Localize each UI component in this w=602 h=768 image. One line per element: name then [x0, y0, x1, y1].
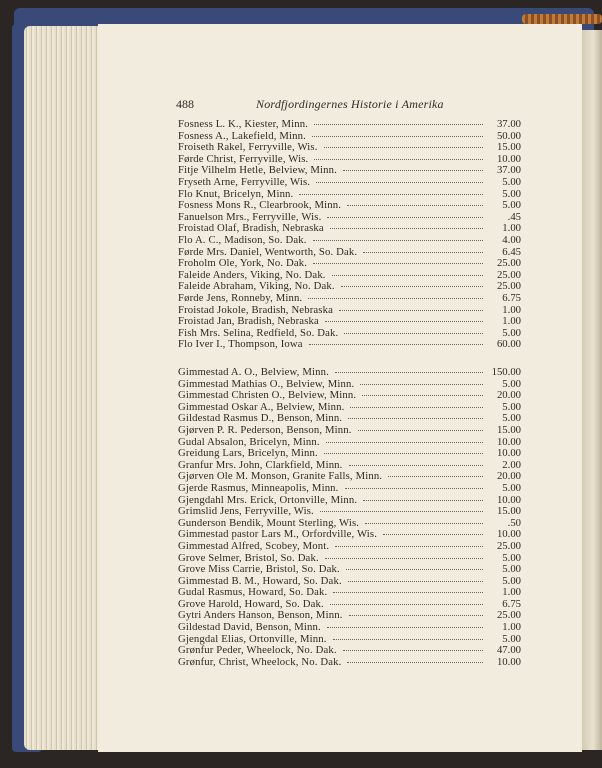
- contributor-name: Gimmestad Oskar A., Belview, Minn.: [178, 400, 345, 413]
- contribution-amount: 37.00: [496, 164, 521, 177]
- dot-leader: [314, 124, 483, 125]
- list-item: [178, 235, 521, 247]
- contributor-name: Førde Jens, Ronneby, Minn.: [178, 291, 303, 304]
- contributor-name: Fitje Vilhelm Hetle, Belview, Minn.: [178, 164, 337, 177]
- contributor-name: Flo Iver I., Thompson, Iowa: [178, 338, 303, 351]
- list-item: [178, 367, 521, 379]
- contributor-name: Gimmestad A. O., Belview, Minn.: [178, 366, 329, 378]
- contribution-amount: 1.00: [502, 303, 521, 316]
- list-item: [178, 506, 521, 518]
- dot-leader: [299, 194, 483, 195]
- dot-leader: [365, 523, 483, 524]
- dot-leader: [325, 321, 483, 322]
- contributor-name: Gjørven P. R. Pederson, Benson, Minn.: [178, 423, 352, 436]
- dot-leader: [326, 442, 483, 443]
- dot-leader: [316, 182, 483, 183]
- dot-leader: [341, 286, 483, 287]
- dot-leader: [324, 147, 483, 148]
- running-title: Nordfjordingernes Historie i Amerika: [256, 97, 444, 111]
- contributor-name: Grønfur, Christ, Wheelock, No. Dak.: [178, 655, 342, 668]
- contribution-amount: 15.00: [496, 505, 521, 518]
- contribution-amount: 5.00: [502, 574, 521, 587]
- dot-leader: [327, 627, 483, 628]
- dot-leader: [346, 569, 483, 570]
- dot-leader: [333, 592, 483, 593]
- contribution-amount: 25.00: [496, 609, 521, 622]
- dot-leader: [330, 228, 483, 229]
- contribution-amount: 20.00: [496, 389, 521, 402]
- contributor-name: Gjengdal Elias, Ortonville, Minn.: [178, 632, 327, 645]
- contribution-amount: 5.00: [502, 199, 521, 212]
- dot-leader: [314, 159, 483, 160]
- dot-leader: [339, 310, 483, 311]
- contributor-name: Gildestad David, Benson, Minn.: [178, 621, 321, 634]
- contributor-name: Greidung Lars, Bricelyn, Minn.: [178, 447, 318, 460]
- dot-leader: [362, 395, 483, 396]
- contributor-name: Grove Miss Carrie, Bristol, So. Dak.: [178, 563, 340, 576]
- dot-leader: [332, 275, 483, 276]
- bookmark-ribbon: [522, 14, 602, 24]
- contribution-amount: 10.00: [496, 447, 521, 460]
- dot-leader: [350, 407, 483, 408]
- contribution-amount: 5.00: [502, 551, 521, 564]
- contributor-name: Fryseth Arne, Ferryville, Wis.: [178, 175, 311, 188]
- contribution-amount: 47.00: [496, 644, 521, 657]
- contribution-amount: 5.00: [502, 400, 521, 413]
- contribution-amount: 10.00: [496, 528, 521, 541]
- contributor-name: Gjerde Rasmus, Minneapolis, Minn.: [178, 481, 339, 494]
- list-item: [178, 293, 521, 305]
- contributor-name: Fosness A., Lakefield, Minn.: [178, 129, 306, 142]
- dot-leader: [335, 546, 483, 547]
- dot-leader: [345, 488, 484, 489]
- contributor-name: Grønfur Peder, Wheelock, No. Dak.: [178, 644, 337, 657]
- dot-leader: [358, 430, 483, 431]
- contributor-name: Flo A. C., Madison, So. Dak.: [178, 233, 307, 246]
- contributor-name: Gjørven Ole M. Monson, Granite Falls, Minn.: [178, 470, 383, 483]
- dot-leader: [348, 581, 483, 582]
- dot-leader: [383, 534, 483, 535]
- contributor-name: Faleide Anders, Viking, No. Dak.: [178, 268, 326, 281]
- contribution-amount: 60.00: [496, 338, 521, 351]
- contributor-name: Granfur Mrs. John, Clarkfield, Minn.: [178, 458, 343, 471]
- contributor-name: Førde Mrs. Daniel, Wentworth, So. Dak.: [178, 245, 358, 258]
- contribution-amount: 37.00: [496, 118, 521, 130]
- contributor-name: Fish Mrs. Selina, Redfield, So. Dak.: [178, 326, 339, 339]
- contribution-amount: .45: [507, 210, 521, 223]
- contributor-list-f: [178, 119, 521, 351]
- contribution-amount: 2.00: [502, 458, 521, 471]
- contribution-amount: 4.00: [502, 233, 521, 246]
- list-item: [178, 483, 521, 495]
- contribution-amount: 1.00: [502, 586, 521, 599]
- dot-leader: [313, 263, 483, 264]
- list-item: [178, 657, 521, 669]
- dot-leader: [388, 476, 483, 477]
- contributor-name: Fanuelson Mrs., Ferryville, Wis.: [178, 210, 322, 223]
- dot-leader: [344, 333, 483, 334]
- contributor-name: Flo Knut, Bricelyn, Minn.: [178, 187, 294, 200]
- dot-leader: [343, 650, 483, 651]
- list-item: [178, 119, 521, 131]
- contribution-amount: 25.00: [496, 280, 521, 293]
- list-item: [178, 177, 521, 189]
- list-item: [178, 448, 521, 460]
- contribution-amount: 5.00: [502, 481, 521, 494]
- contribution-amount: 6.45: [502, 245, 521, 258]
- contribution-amount: 150.00: [491, 366, 521, 378]
- contributor-name: Gimmestad pastor Lars M., Orfordville, Wis.: [178, 528, 378, 541]
- dot-leader: [324, 453, 483, 454]
- contribution-amount: .50: [507, 516, 521, 529]
- contributor-name: Gunderson Bendik, Mount Sterling, Wis.: [178, 516, 360, 529]
- dot-leader: [330, 604, 483, 605]
- list-item: [178, 564, 521, 576]
- contributor-name: Gudal Rasmus, Howard, So. Dak.: [178, 586, 328, 599]
- contribution-amount: 10.00: [496, 152, 521, 165]
- contribution-amount: 1.00: [502, 222, 521, 235]
- contribution-amount: 6.75: [502, 291, 521, 304]
- list-item: [178, 339, 521, 351]
- facing-page-edge: [580, 30, 602, 750]
- dot-leader: [327, 217, 483, 218]
- dot-leader: [325, 558, 483, 559]
- dot-leader: [363, 252, 483, 253]
- contributor-name: Faleide Abraham, Viking, No. Dak.: [178, 280, 335, 293]
- contribution-amount: 10.00: [496, 493, 521, 506]
- page-edges: [24, 26, 108, 750]
- contribution-amount: 5.00: [502, 632, 521, 645]
- dot-leader: [348, 418, 483, 419]
- contribution-amount: 10.00: [496, 655, 521, 668]
- dot-leader: [309, 344, 483, 345]
- contributor-name: Fosness Mons R., Clearbrook, Minn.: [178, 199, 342, 212]
- contribution-amount: 5.00: [502, 377, 521, 390]
- page-number: 488: [176, 97, 194, 111]
- contributor-name: Gimmestad Christen O., Belview, Minn.: [178, 389, 357, 402]
- dot-leader: [347, 662, 483, 663]
- contributor-name: Gudal Absalon, Bricelyn, Minn.: [178, 435, 320, 448]
- contributor-name: Grove Selmer, Bristol, So. Dak.: [178, 551, 319, 564]
- contributor-name: Grove Harold, Howard, So. Dak.: [178, 597, 324, 610]
- list-item: [178, 200, 521, 212]
- contribution-amount: 15.00: [496, 423, 521, 436]
- list-item: [178, 425, 521, 437]
- dot-leader: [349, 615, 483, 616]
- contributor-name: Froiseth Rakel, Ferryville, Wis.: [178, 141, 318, 154]
- list-item: [178, 622, 521, 634]
- dot-leader: [320, 511, 483, 512]
- contributor-name: Gildestad Rasmus D., Benson, Minn.: [178, 412, 343, 425]
- contributor-name: Froistad Jokole, Bradish, Nebraska: [178, 303, 333, 316]
- dot-leader: [363, 500, 483, 501]
- list-item: [178, 316, 521, 328]
- contribution-amount: 15.00: [496, 141, 521, 154]
- contributor-name: Gytri Anders Hanson, Benson, Minn.: [178, 609, 343, 622]
- contribution-amount: 5.00: [502, 563, 521, 576]
- dot-leader: [335, 372, 483, 373]
- dot-leader: [312, 136, 483, 137]
- contributor-name: Froistad Jan, Bradish, Nebraska: [178, 315, 319, 328]
- contribution-amount: 50.00: [496, 129, 521, 142]
- contributor-name: Gimmestad B. M., Howard, So. Dak.: [178, 574, 342, 587]
- dot-leader: [349, 465, 483, 466]
- dot-leader: [313, 240, 483, 241]
- contribution-amount: 20.00: [496, 470, 521, 483]
- contributor-name: Fosness L. K., Kiester, Minn.: [178, 118, 309, 130]
- contributor-name: Gimmestad Alfred, Scobey, Mont.: [178, 539, 330, 552]
- dot-leader: [308, 298, 483, 299]
- contribution-amount: 5.00: [502, 175, 521, 188]
- contributor-name: Grimslid Jens, Ferryville, Wis.: [178, 505, 314, 518]
- contributor-list-g: [178, 367, 521, 668]
- contribution-amount: 25.00: [496, 257, 521, 270]
- dot-leader: [333, 639, 483, 640]
- contributor-name: Froholm Ole, York, No. Dak.: [178, 257, 308, 270]
- dot-leader: [360, 384, 483, 385]
- contribution-amount: 5.00: [502, 326, 521, 339]
- contributor-name: Gjengdahl Mrs. Erick, Ortonville, Minn.: [178, 493, 358, 506]
- contribution-amount: 1.00: [502, 315, 521, 328]
- list-item: [178, 258, 521, 270]
- contribution-amount: 5.00: [502, 187, 521, 200]
- contribution-amount: 10.00: [496, 435, 521, 448]
- contributor-name: Førde Christ, Ferryville, Wis.: [178, 152, 309, 165]
- contributor-name: Froistad Olaf, Bradish, Nebraska: [178, 222, 324, 235]
- contribution-amount: 1.00: [502, 621, 521, 634]
- contribution-amount: 5.00: [502, 412, 521, 425]
- dot-leader: [347, 205, 483, 206]
- dot-leader: [343, 170, 483, 171]
- contribution-amount: 6.75: [502, 597, 521, 610]
- contributor-name: Gimmestad Mathias O., Belview, Minn.: [178, 377, 355, 390]
- contribution-amount: 25.00: [496, 539, 521, 552]
- list-item: [178, 541, 521, 553]
- contribution-amount: 25.00: [496, 268, 521, 281]
